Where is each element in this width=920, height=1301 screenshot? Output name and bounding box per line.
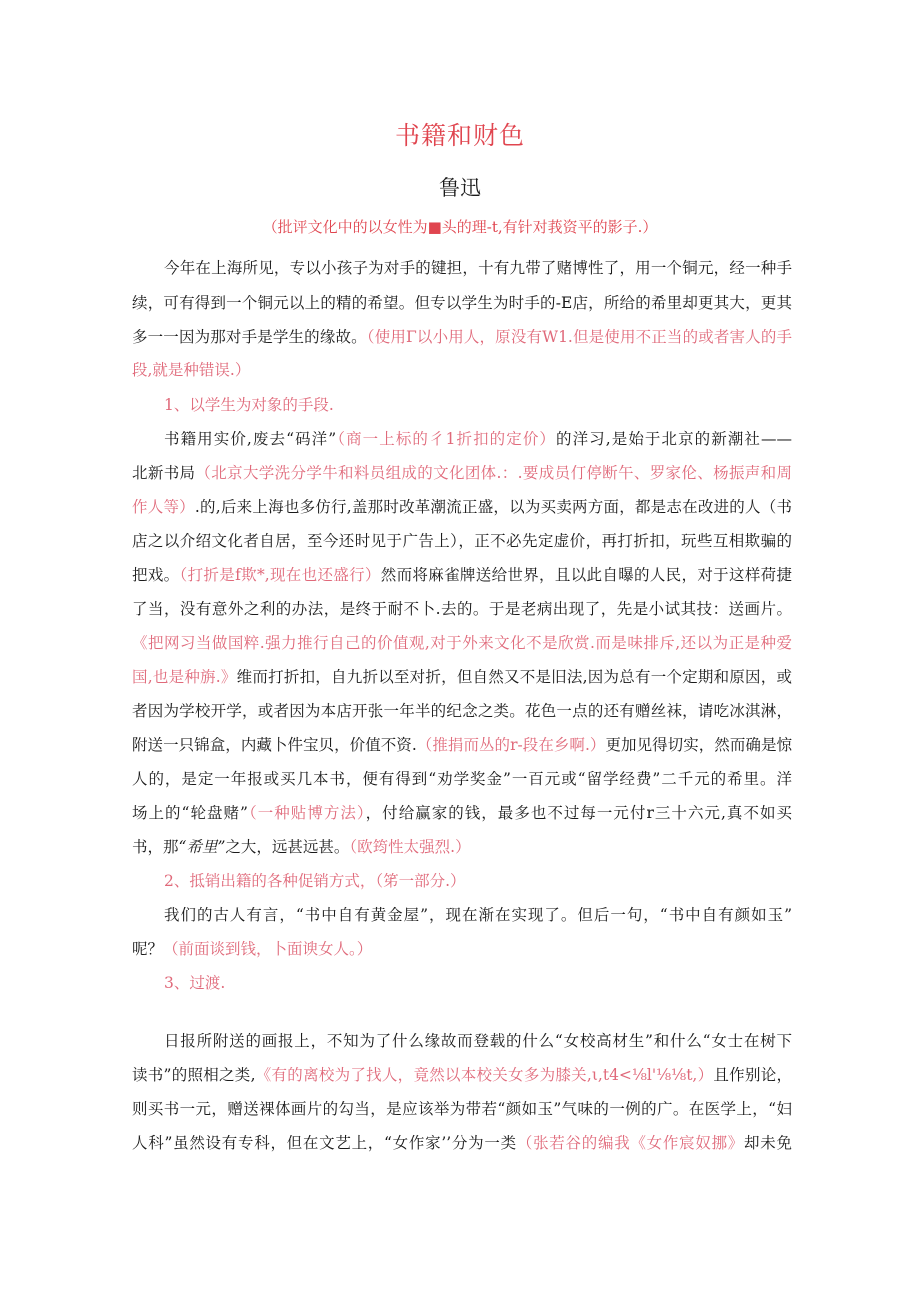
body-text-segment: 今年在上海所见，专以小孩子为对手的键担，十有九带了赌博性了，用一个铜元，经一种手 — [164, 259, 792, 277]
body-text-segment: 维而打折扣，自九折以至对折，但自然又不是旧法,因为总有一个定期和原因，或 — [236, 668, 792, 686]
annotation-text: 2、抵销出籍的各种促销方式，（笫一部分.） — [164, 872, 466, 890]
body-text-segment: 了当，没有意外之利的办法，是终于耐不卜.去的。于是老病出现了，先是小试其技：送画片。 — [132, 600, 792, 618]
text-line — [132, 803, 792, 823]
text-line — [132, 837, 792, 857]
annotation-text: 国,也是种旃.》 — [132, 668, 237, 686]
annotation-text: （使用Γ以小用人，原没有W1.但是使用不正当的或者害人的手 — [366, 328, 792, 346]
text-line — [132, 735, 792, 755]
document-title: 书籍和财色 — [394, 121, 525, 150]
text-line — [164, 905, 792, 925]
body-text-segment: 日报所附送的画报上，不知为了什么缘故而登载的什么“女校高材生”和什么“女士在树下 — [164, 1032, 792, 1050]
text-line — [164, 429, 792, 449]
text-line — [132, 939, 792, 959]
text-line — [132, 769, 792, 789]
text-line — [164, 258, 792, 278]
body-text-segment: 者因为学校开学，或者因为本店开张一年半的纪念之类。花色一点的还有赠丝袜，请吃冰淇淋， — [132, 702, 792, 720]
body-text-segment: 书籍用实价,废去“码洋” — [164, 430, 337, 448]
body-text-segment: 续，可有得到一个铜元以上的精的希望。但专以学生为时手的-E店，所给的希里却更其大，更其 — [132, 294, 792, 312]
text-line — [132, 633, 792, 653]
text-line — [164, 871, 792, 891]
text-line — [132, 667, 792, 687]
body-text-segment: 人科”虽然设有专科，但在文艺上，“女作家’’分为一类 — [132, 1134, 517, 1152]
text-line — [132, 1099, 792, 1119]
text-line — [132, 327, 792, 347]
body-text-segment: 读书”的照相之类, — [132, 1066, 256, 1084]
body-text-segment: .的,后来上海也多仿行,盖那时改革潮流正盛，以为买卖两方面，都是志在改进的人（书 — [194, 498, 792, 516]
annotation-text: （张若谷的编我《女作宸奴挪》 — [516, 1134, 745, 1152]
body-text-segment: 之大，远甚远甚。 — [225, 838, 350, 856]
author-name: 鲁迅 — [439, 176, 481, 200]
body-text-segment: 则买书一元，赠送裸体画片的勾当，是应该举为带若“颜如玉”气味的一例的广。在医学上，“妇 — [132, 1100, 792, 1118]
text-line — [132, 531, 792, 551]
text-line — [132, 360, 792, 380]
body-text-segment: ，付给赢家的钱，最多也不过每一元付r三十六元,真不如买 — [365, 804, 792, 822]
text-line — [132, 293, 792, 313]
annotation-text: （北京大学洗分学牛和料员组成的文化团体.：.要成员仃停断午、罗家伦、杨振声和周 — [195, 464, 792, 482]
text-line — [132, 497, 792, 517]
body-text-segment: 更加见得切实，然而确是惊 — [605, 736, 792, 754]
body-text-segment: 却未免 — [744, 1134, 792, 1152]
body-text-segment: 且作别论， — [713, 1066, 792, 1084]
text-line — [164, 1031, 792, 1051]
annotation-text: 1、以学生为对象的手段. — [164, 396, 334, 414]
body-text-segment: 场上的“轮盘赌” — [132, 804, 248, 822]
annotation-text: 3、过渡. — [164, 974, 226, 992]
annotation-text: （欧筠性太强烈.） — [349, 838, 471, 856]
annotation-text: 段,就是种错误.） — [132, 361, 251, 379]
annotation-text: （前面谈到钱，卜面谀女人。） — [163, 940, 373, 958]
body-text-segment: 多一一因为那对手是学生的缘故。 — [132, 328, 367, 346]
body-text-segment: 书，那 — [132, 838, 179, 856]
text-line — [132, 1065, 792, 1085]
body-text-segment: 的洋习,是始于北京的新潮社—— — [556, 430, 792, 448]
body-text-segment: 店之以介绍文化者自居，至今还时见于广告上），正不必先定虚价，再打折扣，玩些互相欺骗的 — [132, 532, 792, 550]
text-line — [164, 395, 792, 415]
annotation-text: （推捐而丛的r-段在乡啊.） — [416, 736, 606, 754]
body-text-segment: 我们的古人有言，“书中自有黄金屋”，现在渐在实现了。但后一句，“书中自有颜如玉” — [164, 906, 792, 924]
text-line — [132, 599, 792, 619]
text-line — [132, 701, 792, 721]
annotation-text: 作人等） — [132, 498, 195, 516]
annotation-text: （打折是f欺*,现在也还盛行） — [179, 566, 381, 584]
body-text-segment: 人的，是定一年报或买几本书，便有得到“劝学奖金”一百元或“留学经费”二千元的希里。洋 — [132, 770, 792, 788]
text-line — [132, 1133, 792, 1153]
text-line — [132, 463, 792, 483]
subtitle-annotation: （批评文化中的以女性为■头的理-t,有针对莪资平的影子.） — [262, 218, 658, 236]
body-text-segment: “希里” — [178, 838, 226, 856]
body-text-segment: 把戏。 — [132, 566, 180, 584]
annotation-text: 《有的离校为了找人，竟然以本校关女多为膝关,ι,t4<⅛l'⅛⅛t,） — [255, 1066, 714, 1084]
text-line — [164, 973, 792, 993]
body-text-segment: 北新书局 — [132, 464, 196, 482]
annotation-text: （一种贴博方法） — [247, 804, 366, 822]
text-line — [132, 565, 792, 585]
annotation-text: 《把网习当做国粹.强力推行自己的价值观,对于外来文化不是欣赏.而是味排斥,还以为正是种爱 — [132, 634, 792, 652]
annotation-text: （商一上标的彳1折扣的定价） — [336, 430, 556, 448]
body-text-segment: 呢？ — [132, 940, 164, 958]
body-text-segment: 然而将麻雀牌送给世界，且以此自曝的人民，对于这样荷捷 — [380, 566, 792, 584]
body-text-segment: 附送一只锦盒，内藏卜件宝贝，价值不资. — [132, 736, 417, 754]
